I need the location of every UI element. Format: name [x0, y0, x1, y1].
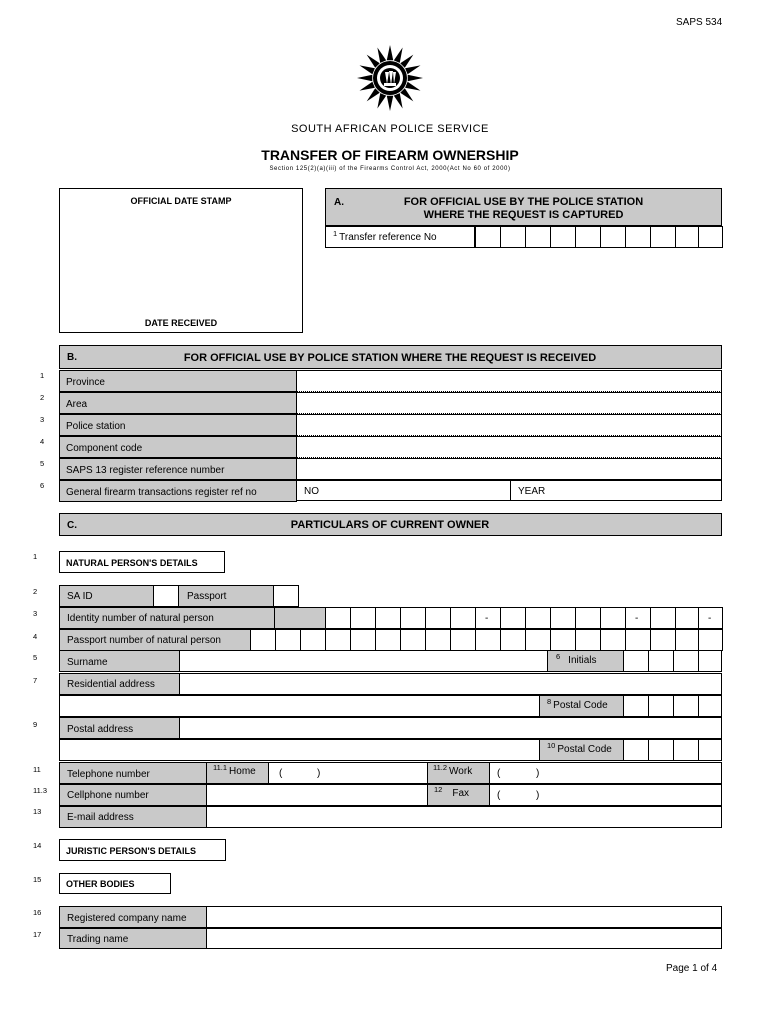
company-name-field[interactable]: [206, 906, 722, 928]
passport-digit[interactable]: [500, 629, 526, 651]
natural-num: 1: [33, 552, 38, 561]
passport-no-label-cell: [59, 629, 251, 651]
fax-paren-close: ): [536, 790, 540, 801]
initial-letter[interactable]: [673, 650, 699, 672]
fax-label-cell: [427, 784, 490, 806]
transfer-ref-num: 1: [333, 228, 338, 238]
initial-letter[interactable]: [648, 650, 674, 672]
surname-field[interactable]: [179, 650, 548, 672]
home-label: Home: [229, 766, 256, 777]
email-field[interactable]: [206, 806, 722, 828]
stamp-footer: DATE RECEIVED: [144, 318, 218, 328]
work-label: Work: [449, 766, 473, 777]
identity-dash: -: [635, 613, 639, 624]
postal-code-digit[interactable]: [673, 695, 699, 717]
postal-address-label: Postal address: [67, 724, 134, 735]
section-b-row-field[interactable]: [296, 436, 722, 458]
passport-digit[interactable]: [698, 629, 723, 651]
register-year-field[interactable]: [510, 480, 722, 501]
identity-digit[interactable]: [350, 607, 376, 629]
residential-address-field[interactable]: [179, 673, 722, 695]
register-no-label: NO: [304, 486, 319, 497]
telephone-label-cell: [59, 762, 207, 784]
work-label-cell: [427, 762, 490, 784]
passport-checkbox[interactable]: [273, 585, 299, 607]
section-b-row-num: 6: [40, 481, 45, 490]
passport-digit[interactable]: [625, 629, 651, 651]
section-b-heading: FOR OFFICIAL USE BY POLICE STATION WHERE THE REQUEST IS RECEIVED: [183, 352, 597, 364]
passport-digit[interactable]: [300, 629, 326, 651]
identity-dash: -: [485, 613, 489, 624]
agency-name: SOUTH AFRICAN POLICE SERVICE: [291, 123, 489, 135]
page-subtitle: Section 125(2)(a)(iii) of the Firearms Control Act, 2000(Act No 60 of 2000): [269, 166, 511, 172]
other-bodies-num: 15: [33, 875, 42, 884]
section-c-heading: PARTICULARS OF CURRENT OWNER: [290, 519, 490, 531]
identity-label: Identity number of natural person: [67, 613, 214, 624]
surname-label-cell: [59, 650, 180, 672]
section-b-header: [59, 345, 722, 369]
trading-name-field[interactable]: [206, 928, 722, 949]
cellphone-field[interactable]: [206, 784, 428, 806]
passport-digit[interactable]: [650, 629, 676, 651]
cellphone-num: 11.3: [33, 786, 48, 795]
section-b-row-num: 1: [40, 371, 45, 380]
company-label: Registered company name: [67, 913, 187, 924]
juristic-person-details-label: JURISTIC PERSON'S DETAILS: [59, 839, 226, 861]
sa-id-num: 2: [33, 587, 38, 596]
passport-digit[interactable]: [550, 629, 576, 651]
transfer-ref-digit[interactable]: [625, 226, 651, 248]
page-number: Page 1 of 4: [666, 963, 718, 974]
surname-label: Surname: [67, 657, 108, 668]
section-b-row-label-cell: [59, 436, 297, 458]
passport-digit[interactable]: [475, 629, 501, 651]
section-b-row-field[interactable]: [296, 414, 722, 436]
email-label: E-mail address: [67, 812, 134, 823]
residential-num: 7: [33, 676, 38, 685]
postal-code-digit[interactable]: [698, 695, 722, 717]
emblem-ray: [394, 48, 403, 63]
juristic-num: 14: [33, 841, 42, 850]
passport-digit[interactable]: [525, 629, 551, 651]
natural-person-details-label: NATURAL PERSON'S DETAILS: [59, 551, 225, 573]
home-paren-open: (: [279, 768, 283, 779]
identity-digit[interactable]: [550, 607, 576, 629]
section-b-row-label: General firearm transactions register ref no: [66, 487, 257, 498]
emblem-ray: [405, 65, 420, 74]
identity-digit[interactable]: [425, 607, 451, 629]
emblem-ray: [408, 75, 423, 81]
section-a-header: [325, 188, 722, 226]
residential-label: Residential address: [67, 679, 155, 690]
section-b-row-num: 4: [40, 437, 45, 446]
emblem-ray: [360, 65, 375, 74]
emblem-ray: [400, 88, 413, 101]
postal-code-digit[interactable]: [623, 739, 649, 761]
section-b-row-label-cell: [59, 458, 297, 480]
initial-letter[interactable]: [623, 650, 649, 672]
postal-address-num: 9: [33, 720, 38, 729]
identity-digit[interactable]: [650, 607, 676, 629]
identity-filler-cell: [274, 607, 326, 629]
register-no-field[interactable]: [296, 480, 511, 501]
emblem-ray: [367, 88, 380, 101]
section-b-row-label: Police station: [66, 421, 126, 432]
company-label-cell: [59, 906, 207, 928]
company-num: 16: [33, 908, 42, 917]
postal-code-digit[interactable]: [673, 739, 699, 761]
postal-address-field[interactable]: [179, 717, 722, 739]
home-label-cell: [206, 762, 269, 784]
sa-id-label-cell: [59, 585, 154, 607]
identity-digit[interactable]: [325, 607, 351, 629]
emblem-ray: [387, 96, 393, 111]
identity-dash: -: [708, 613, 712, 624]
postal-address-label-cell: [59, 717, 180, 739]
trading-num: 17: [33, 930, 42, 939]
passport-no-label: Passport number of natural person: [67, 635, 221, 646]
section-c-letter: C.: [67, 520, 77, 531]
sa-id-checkbox[interactable]: [153, 585, 179, 607]
emblem-ray: [405, 82, 420, 91]
postal-code-digit[interactable]: [698, 739, 722, 761]
identity-digit[interactable]: [575, 607, 601, 629]
form-code: SAPS 534: [676, 17, 723, 28]
passport-label: Passport: [187, 591, 227, 602]
section-a-letter: A.: [334, 197, 344, 208]
transfer-ref-digit[interactable]: [650, 226, 676, 248]
page-title: TRANSFER OF FIREARM OWNERSHIP: [261, 147, 519, 163]
identity-digit[interactable]: [400, 607, 426, 629]
emblem-ray: [360, 82, 375, 91]
emblem-ray: [394, 93, 403, 108]
postal-postal-label-cell: [539, 739, 624, 761]
identity-num: 3: [33, 609, 38, 618]
res-postal-num: 8: [547, 696, 552, 706]
section-c-header: [59, 513, 722, 536]
fax-paren-open: (: [497, 790, 501, 801]
home-paren-close: ): [317, 768, 321, 779]
postal-code-digit[interactable]: [648, 695, 674, 717]
identity-digit[interactable]: [600, 607, 626, 629]
surname-num: 5: [33, 653, 38, 662]
identity-digit[interactable]: [450, 607, 476, 629]
sa-id-label: SA ID: [67, 591, 93, 602]
trading-label-cell: [59, 928, 207, 949]
fax-num: 12: [434, 784, 443, 794]
transfer-reference-row: [325, 226, 475, 248]
section-b-row-label-cell: [59, 414, 297, 436]
home-phone-field[interactable]: [268, 762, 428, 784]
section-b-row-label-cell: [59, 480, 297, 502]
section-b-row-label-cell: [59, 392, 297, 414]
emblem-ray: [400, 55, 413, 68]
passport-label-cell: [178, 585, 274, 607]
initials-label: Initials: [568, 655, 597, 666]
police-emblem: [354, 44, 426, 112]
passport-digit[interactable]: [675, 629, 699, 651]
passport-digit[interactable]: [375, 629, 401, 651]
transfer-ref-label: Transfer reference No: [339, 232, 437, 243]
section-b-row-field[interactable]: [296, 458, 722, 480]
section-b-row-label: Province: [66, 377, 105, 388]
passport-digit[interactable]: [575, 629, 601, 651]
initials-num: 6: [556, 651, 561, 661]
identity-digit[interactable]: [675, 607, 699, 629]
fax-field[interactable]: [489, 784, 722, 806]
fax-label: Fax: [452, 788, 470, 799]
emblem-ray: [357, 75, 372, 81]
emblem-ray: [387, 45, 393, 60]
work-paren-close: ): [536, 768, 540, 779]
passport-digit[interactable]: [275, 629, 301, 651]
cellphone-label: Cellphone number: [67, 790, 149, 801]
transfer-ref-digit[interactable]: [550, 226, 576, 248]
cellphone-label-cell: [59, 784, 207, 806]
emblem-ray: [377, 48, 386, 63]
telephone-label: Telephone number: [67, 769, 150, 780]
transfer-ref-digit[interactable]: [525, 226, 551, 248]
section-b-row-num: 3: [40, 415, 45, 424]
identity-digit[interactable]: [475, 607, 501, 629]
transfer-ref-digit[interactable]: [500, 226, 526, 248]
stamp-title: OFFICIAL DATE STAMP: [130, 196, 232, 206]
email-label-cell: [59, 806, 207, 828]
res-postal-label: Postal Code: [553, 700, 608, 711]
section-b-row-num: 2: [40, 393, 45, 402]
section-a-heading-1: FOR OFFICIAL USE BY THE POLICE STATION: [403, 196, 644, 208]
section-b-row-label: Component code: [66, 443, 143, 454]
work-phone-field[interactable]: [489, 762, 722, 784]
passport-digit[interactable]: [425, 629, 451, 651]
postal-code-digit[interactable]: [648, 739, 674, 761]
passport-digit[interactable]: [600, 629, 626, 651]
passport-digit[interactable]: [400, 629, 426, 651]
trading-label: Trading name: [67, 934, 129, 945]
emblem-ray: [367, 55, 380, 68]
post-postal-label: Postal Code: [557, 744, 612, 755]
passport-digit[interactable]: [450, 629, 476, 651]
section-b-letter: B.: [67, 352, 77, 363]
section-b-row-label: Area: [66, 399, 88, 410]
emblem-ray: [377, 93, 386, 108]
transfer-ref-digit[interactable]: [675, 226, 699, 248]
register-year-label: YEAR: [518, 486, 546, 497]
other-bodies-label: OTHER BODIES: [59, 873, 171, 894]
identity-digit[interactable]: [698, 607, 723, 629]
postal-address-line-2[interactable]: [59, 739, 540, 761]
section-b-row-field[interactable]: [296, 370, 722, 392]
section-b-row-field[interactable]: [296, 392, 722, 414]
section-b-row-label: SAPS 13 register reference number: [66, 465, 225, 476]
transfer-ref-digit[interactable]: [575, 226, 601, 248]
transfer-ref-digit[interactable]: [698, 226, 723, 248]
email-num: 13: [33, 807, 42, 816]
identity-digit[interactable]: [625, 607, 651, 629]
passport-digit[interactable]: [325, 629, 351, 651]
initials-label-cell: [547, 650, 624, 672]
home-num: 11.1: [213, 762, 228, 772]
passport-digit[interactable]: [350, 629, 376, 651]
passport-digit[interactable]: [250, 629, 276, 651]
telephone-num: 11: [33, 765, 41, 774]
post-postal-num: 10: [547, 740, 556, 750]
identity-digit[interactable]: [375, 607, 401, 629]
section-a-heading-2: WHERE THE REQUEST IS CAPTURED: [423, 209, 624, 221]
section-b-row-num: 5: [40, 459, 45, 468]
work-num: 11.2: [433, 762, 448, 772]
identity-digit[interactable]: [525, 607, 551, 629]
initial-letter[interactable]: [698, 650, 722, 672]
official-date-stamp: [59, 188, 303, 333]
section-b-row-label-cell: [59, 370, 297, 392]
passport-no-num: 4: [33, 632, 38, 641]
residential-address-line-2[interactable]: [59, 695, 540, 717]
identity-digit[interactable]: [500, 607, 526, 629]
transfer-ref-digit[interactable]: [600, 226, 626, 248]
residential-label-cell: [59, 673, 180, 695]
postal-code-digit[interactable]: [623, 695, 649, 717]
residential-postal-label-cell: [539, 695, 624, 717]
work-paren-open: (: [497, 768, 501, 779]
transfer-ref-digit[interactable]: [475, 226, 501, 248]
